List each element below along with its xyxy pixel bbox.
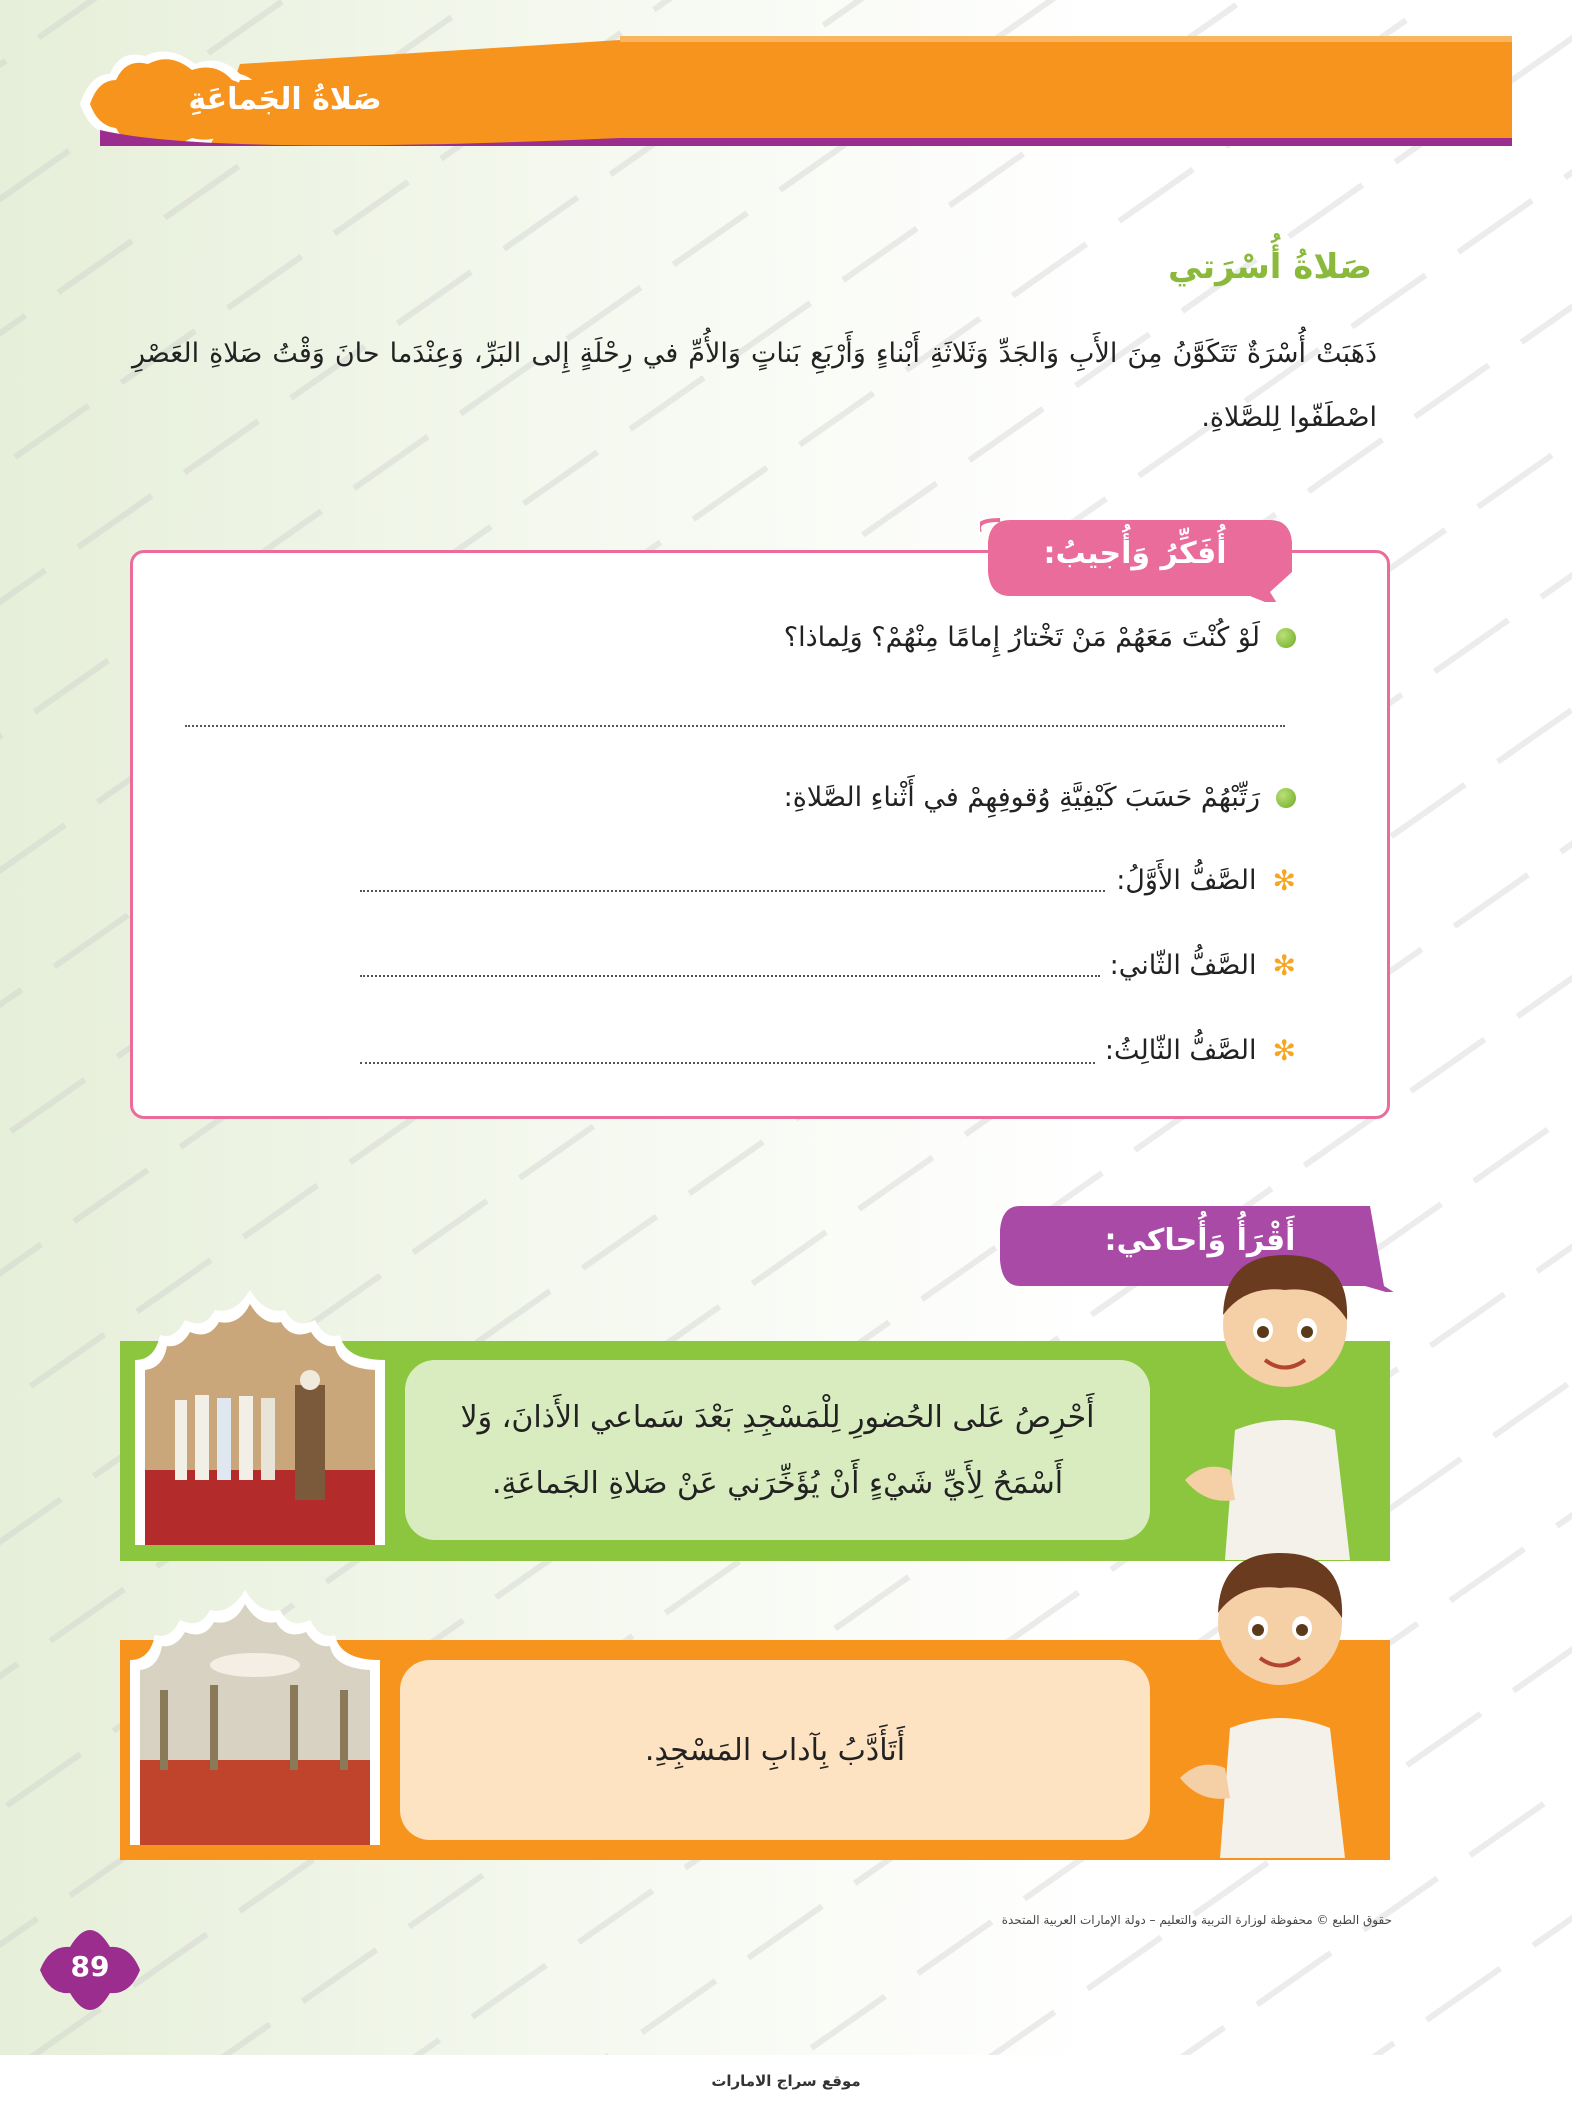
boy-character-1 [1185, 1230, 1385, 1560]
row-first [1116, 865, 1296, 896]
copyright-notice: حقوق الطبع © محفوظة لوزارة التربية والتعليم – دولة الإمارات العربية المتحدة [1001, 1913, 1392, 1927]
section-title: صَلاةُ أُسْرَتي [1168, 247, 1372, 287]
page-number: 89 [70, 1950, 110, 1983]
green-bullet-icon [1276, 788, 1296, 808]
row-second [1110, 950, 1296, 981]
star-bullet-icon: ✻ [1272, 1033, 1296, 1067]
intro-paragraph: ذَهَبَتْ أُسْرَةٌ تَتَكَوَّنُ مِنَ الأَبِ وَالجَدِّ وَثَلاثَةِ أَبْناءٍ وَأَرْبَعِ بَناتٍ وَالأُمِّ في رِحْلَةٍ إِلى البَرِّ، وَعِنْدَما حانَ وَقْتُ صَلاةِ العَصْرِ اصْطَفّوا لِلصَّلاةِ. [132, 338, 1377, 433]
question-2-text: رَتِّبْهُمْ حَسَبَ كَيْفِيَّةِ وُقوفِهِمْ في أَثْناءِ الصَّلاةِ: [783, 782, 1260, 813]
row-first-label: الصَّفُّ الأَوَّلُ: [1116, 865, 1257, 896]
star-bullet-icon: ✻ [1272, 863, 1296, 897]
row-second-label: الصَّفُّ الثّاني: [1109, 950, 1257, 981]
row-third-label: الصَّفُّ الثّالِثُ: [1104, 1035, 1257, 1066]
answer-line-1[interactable] [185, 725, 1285, 727]
site-footer: موقع سراج الامارات [711, 2072, 861, 2090]
question-1-text: لَوْ كُنْتَ مَعَهُمْ مَنْ تَخْتارُ إِمامًا مِنْهُمْ؟ وَلِماذا؟ [783, 622, 1260, 653]
answer-line-row-2[interactable] [360, 975, 1100, 977]
speech-bubble-2 [400, 1660, 1150, 1840]
speech-1-line-1: أَحْرِصُ عَلى الحُضورِ لِلْمَسْجِدِ بَعْدَ سَماعي الأَذانَ، وَلا [460, 1400, 1095, 1435]
green-bullet-icon [1276, 628, 1296, 648]
speech-bubble-1 [405, 1360, 1150, 1540]
boy-character-2 [1180, 1528, 1380, 1858]
think-tag-label: أُفَكِّرُ وَأُجيبُ: [1043, 536, 1227, 571]
read-tag-label: أَقْرَأُ وَأُحاكي: [1104, 1223, 1296, 1258]
mosque-interior-image [130, 1590, 380, 1845]
answer-line-row-1[interactable] [360, 890, 1105, 892]
star-bullet-icon: ✻ [1272, 948, 1296, 982]
speech-2-text: أَتَأَدَّبُ بِآدابِ المَسْجِدِ. [644, 1733, 906, 1768]
speech-1-line-2: أَسْمَحُ لِأَيِّ شَيْءٍ أَنْ يُؤَخِّرَني عَنْ صَلاةِ الجَماعَةِ. [491, 1466, 1064, 1501]
row-third [1105, 1035, 1296, 1066]
answer-line-row-3[interactable] [360, 1062, 1095, 1064]
prayer-scene-image [135, 1290, 385, 1545]
question-2 [784, 782, 1296, 813]
page-title: صَلاةُ الجَماعَةِ [188, 82, 382, 117]
question-1 [784, 622, 1296, 653]
